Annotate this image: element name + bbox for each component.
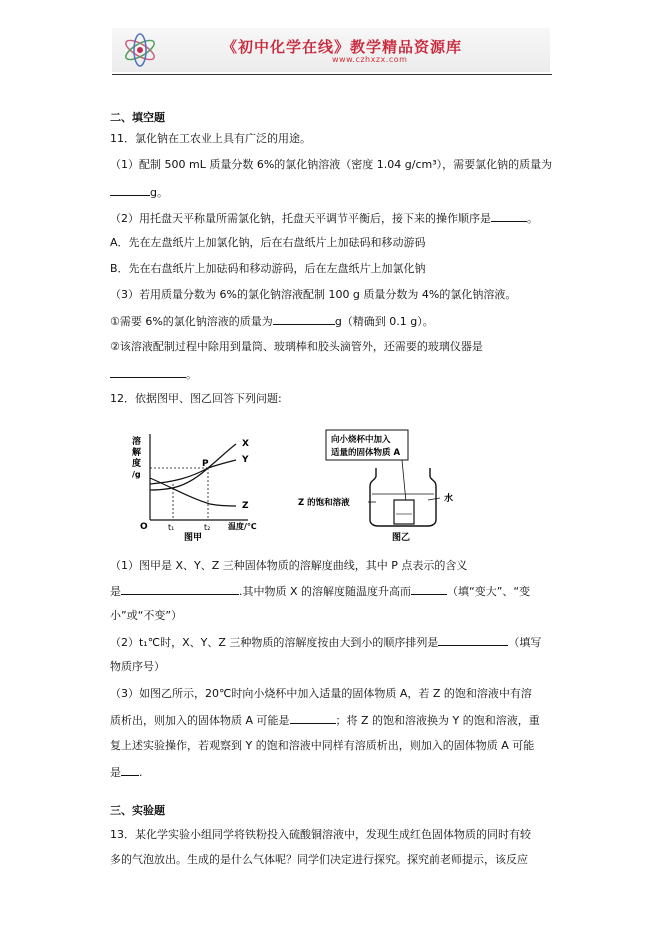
q11-part3a: ①需要 6%的氯化钠溶液的质量为 g（精确到 0.1 g）。	[110, 315, 434, 328]
q11-part3: （3）若用质量分数为 6%的氯化钠溶液配制 100 g 质量分数为 4%的氯化钠溶液。	[110, 288, 517, 301]
q12-part2-line2: 物质序号）	[110, 660, 165, 673]
answer-blank[interactable]	[110, 366, 186, 378]
pointer-line	[402, 460, 406, 502]
answer-blank[interactable]	[121, 764, 139, 776]
origin-label: O	[140, 522, 148, 532]
q11-part3b: ②该溶液配制过程中除用到量筒、玻璃棒和胶头滴管外，还需要的玻璃仪器是	[110, 340, 483, 353]
figure-yi-apparatus	[298, 428, 468, 542]
x-axis-label: 温度/℃	[228, 522, 257, 531]
curve-label-x: X	[242, 439, 249, 449]
right-pointer	[428, 498, 440, 500]
right-label: 水	[444, 494, 454, 504]
figure-jia-solubility-chart	[128, 428, 288, 542]
small-beaker	[394, 500, 414, 524]
answer-blank[interactable]	[121, 583, 239, 595]
y-label-char: 溶	[132, 437, 142, 447]
curve-label-y: Y	[242, 455, 249, 465]
answer-blank[interactable]	[491, 210, 527, 222]
instruction-line1: 向小烧杯中加入	[331, 435, 391, 445]
y-label-char: 度	[132, 459, 142, 469]
q11-part3b-line2: 。	[110, 366, 197, 383]
curve-label-z: Z	[242, 501, 249, 511]
q12-part3-line4: 是 .	[110, 766, 143, 779]
y-label-char: 解	[132, 448, 142, 458]
q12-part1-line3: 小”或“不变”）	[110, 609, 183, 622]
header-banner	[112, 28, 550, 72]
header-url: www.czhxzx.com	[332, 55, 408, 64]
answer-blank[interactable]	[110, 184, 150, 196]
q11-stem: 11．氯化钠在工农业上具有广泛的用途。	[110, 132, 311, 145]
q11-option-a: A．先在左盘纸片上加氯化钠，后在右盘纸片上加砝码和移动游码	[110, 236, 426, 249]
answer-blank[interactable]	[273, 313, 335, 325]
q13-line1: 13．某化学实验小组同学将铁粉投入硫酸铜溶液中，发现生成红色固体物质的同时有较	[110, 828, 531, 841]
q11-option-b: B．先在右盘纸片上加砝码和移动游码，后在左盘纸片上加氯化钠	[110, 262, 426, 275]
y-label-char: /g	[132, 470, 141, 479]
answer-blank[interactable]	[411, 583, 447, 595]
q12-part3-line3: 复上述实验操作，若观察到 Y 的饱和溶液中同样有溶质析出，则加入的固体物质 A 可能	[110, 739, 535, 752]
answer-blank[interactable]	[438, 634, 508, 646]
answer-blank[interactable]	[290, 712, 336, 724]
q13-line2: 多的气泡放出。生成的是什么气体呢？同学们决定进行探究。探究前老师提示，该反应	[110, 853, 528, 866]
q12-part1-line2: 是 .其中物质 X 的溶解度随温度升高而 （填“变大”、“变	[110, 585, 531, 598]
header-title: 《初中化学在线》教学精品资源库	[222, 38, 463, 56]
tick-t2: t₂	[204, 523, 211, 532]
q11-part1-line1: （1）配制 500 mL 质量分数 6%的氯化钠溶液（密度 1.04 g/cm³），需要氯化钠的质量为	[110, 158, 553, 171]
q11-part1-line2: g。	[110, 184, 168, 201]
q12-part3-line2: 质析出，则加入的固体物质 A 可能是 ；将 Z 的饱和溶液换为 Y 的饱和溶液，重	[110, 714, 540, 727]
header-divider	[112, 74, 552, 75]
q12-part2-line1: （2）t₁℃时，X、Y、Z 三种物质的溶解度按由大到小的顺序排列是 （填写	[110, 636, 542, 649]
section-title-fill-blank: 二、填空题	[110, 111, 165, 124]
q12-part1-line1: （1）图甲是 X、Y、Z 三种固体物质的溶解度曲线，其中 P 点表示的含义	[110, 559, 468, 572]
atom-logo-icon	[118, 30, 162, 70]
tick-t1: t₁	[168, 523, 175, 532]
section-title-experiment: 三、实验题	[110, 804, 165, 817]
q12-part3-line1: （3）如图乙所示，20℃时向小烧杯中加入适量的固体物质 A，若 Z 的饱和溶液中有溶	[110, 687, 532, 700]
q11-part2: （2）用托盘天平称量所需氯化钠，托盘天平调节平衡后，接下来的操作顺序是 。	[110, 212, 538, 225]
figure-caption-yi: 图乙	[392, 533, 411, 542]
instruction-line2: 适量的固体物质 A	[331, 448, 401, 458]
curve-y	[150, 460, 236, 484]
point-label-p: P	[202, 459, 209, 469]
figure-caption-jia: 图甲	[184, 533, 203, 542]
left-label: Z 的饱和溶液	[298, 498, 350, 508]
q12-stem: 12．依据图甲、图乙回答下列问题:	[110, 392, 282, 405]
